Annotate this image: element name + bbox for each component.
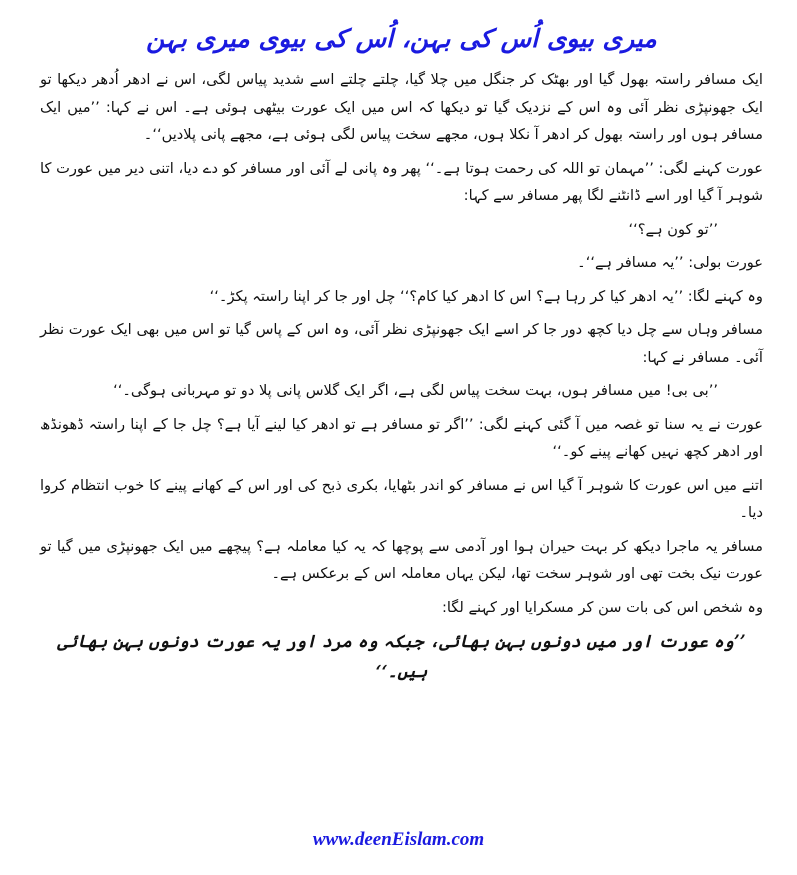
paragraph-man-smiles: وہ شخص اس کی بات سن کر مسکرایا اور کہنے لگا:: [441, 598, 763, 616]
paragraph-husband-hosts: اتنے میں اس عورت کا شوہر آ گیا اس نے مسافر کو اندر بٹھایا، بکری ذبح کی اور اس کے کھانے پینے کا خوب انتظام کروا دیا۔: [40, 476, 763, 521]
quote-traveler-request: ’’بی بی! میں مسافر ہوں، بہت سخت پیاس لگی ہے، اگر ایک گلاس پانی پلا دو تو مہربانی ہوگی۔‘‘: [113, 382, 718, 399]
paragraph-traveler-surprised: مسافر یہ ماجرا دیکھ کر بہت حیران ہوا اور آدمی سے پوچھا کہ یہ کیا معاملہ ہے؟ پیچھے میں ایک جھونپڑی میں گیا تو عورت نیک بخت تھی اور شوہر سخت تھا، لیکن یہاں معاملہ اس کے برعکس ہے۔: [40, 537, 763, 582]
paragraph-woman-answers: عورت بولی: ’’یہ مسافر ہے‘‘۔: [577, 254, 763, 271]
paragraph-intro: ایک مسافر راستہ بھول گیا اور بھٹک کر جنگل میں چلا گیا، چلتے چلتے اسے شدید پیاس لگی، اس نے ادھر اُدھر دیکھا تو ایک جھونپڑی نظر آئی وہ اس کے نزدیک گیا تو دیکھا کہ اس میں ایک عورت بیٹھی ہوئی ہے۔ اس نے کہا: ’’میں ایک مسافر ہوں اور راستہ بھول کر ادھر آ نکلا ہوں، مجھے سخت پیاس لگی ہوئی ہے، مجھے پانی پلادیں‘‘۔: [40, 71, 763, 143]
paragraph-woman-speaks: عورت کہنے لگی: ’’مہمان تو اللہ کی رحمت ہوتا ہے۔‘‘ پھر وہ پانی لے آئی اور مسافر کو دے دیا، اتنی دیر میں عورت کا شوہر آ گیا اور اسے ڈانٹنے لگا پھر مسافر سے کہا:: [40, 159, 763, 204]
article-title: میری بیوی اُس کی بہن، اُس کی بیوی میری بہن: [146, 24, 657, 53]
paragraph-second-hut: مسافر وہاں سے چل دیا کچھ دور جا کر اسے ایک جھونپڑی نظر آئی، وہ اس کے پاس گیا تو اس میں بھی ایک عورت نظر آئی۔ مسافر نے کہا:: [40, 321, 763, 366]
quote-who-are-you: ’’تو کون ہے؟‘‘: [628, 220, 718, 238]
paragraph-woman-angry: عورت نے یہ سنا تو غصہ میں آ گئی کہنے لگی: ’’اگر تو مسافر ہے تو ادھر کیا لینے آیا ہے؟ چل جا کے اپنا راستہ ڈھونڈھ اور ادھر کچھ نہیں کھانے پینے کو۔‘‘: [40, 415, 763, 460]
website-url-link[interactable]: www.deenEislam.com: [312, 829, 485, 850]
paragraph-husband-scolds: وہ کہنے لگا: ’’یہ ادھر کیا کر رہا ہے؟ اس کا ادھر کیا کام؟‘‘ چل اور جا کر اپنا راستہ پکڑ۔‘‘: [209, 287, 763, 305]
conclusion-quote: ’’وہ عورت اور میں دونوں بہن بھائی، جبکہ وہ مرد اور یہ عورت دونوں بہن بھائی ہیں۔‘‘: [57, 632, 746, 682]
